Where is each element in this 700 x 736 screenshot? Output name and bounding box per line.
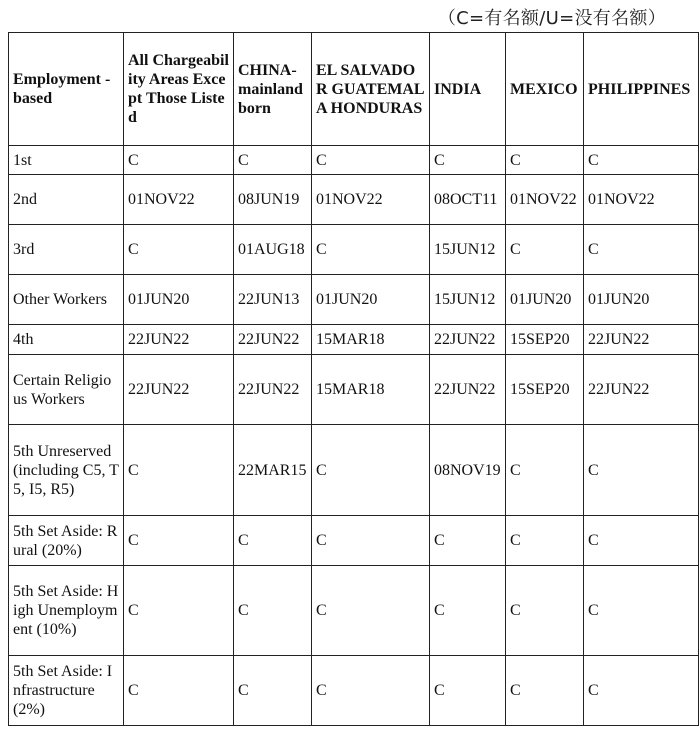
date-cell: C — [430, 566, 506, 656]
date-cell: C — [234, 566, 312, 656]
date-cell: C — [124, 425, 234, 516]
date-cell: C — [584, 225, 699, 275]
table-row — [9, 516, 699, 566]
availability-legend: （C=有名额/U=没有名额） — [437, 8, 666, 29]
date-cell: 22MAR15 — [234, 425, 312, 516]
date-cell: 01JUN20 — [584, 275, 699, 325]
category-cell: 4th — [9, 325, 124, 355]
date-cell: 22JUN22 — [584, 355, 699, 425]
date-cell: 15JUN12 — [430, 275, 506, 325]
date-cell: 22JUN22 — [430, 355, 506, 425]
date-cell: C — [506, 425, 584, 516]
date-cell: 01NOV22 — [312, 175, 430, 225]
date-cell: C — [506, 225, 584, 275]
date-cell: C — [312, 656, 430, 726]
header-china: CHINA-mainland born — [234, 33, 312, 146]
date-cell: C — [506, 516, 584, 566]
date-cell: C — [584, 566, 699, 656]
header-all-chargeability: All Chargeability Areas Except Those Listed — [124, 33, 234, 146]
date-cell: C — [506, 566, 584, 656]
date-cell: 22JUN22 — [584, 325, 699, 355]
date-cell: 01NOV22 — [124, 175, 234, 225]
category-cell: Certain Religious Workers — [9, 355, 124, 425]
date-cell: C — [506, 146, 584, 175]
date-cell: C — [584, 656, 699, 726]
category-cell: 2nd — [9, 175, 124, 225]
date-cell: C — [234, 656, 312, 726]
date-cell: C — [124, 225, 234, 275]
header-mexico: MEXICO — [506, 33, 584, 146]
category-cell: 5th Set Aside: Infrastructure (2%) — [9, 656, 124, 726]
date-cell: C — [430, 146, 506, 175]
date-cell: 15SEP20 — [506, 355, 584, 425]
category-cell: 5th Set Aside: Rural (20%) — [9, 516, 124, 566]
table-row — [9, 656, 699, 726]
date-cell: C — [234, 516, 312, 566]
date-cell: C — [124, 516, 234, 566]
date-cell: C — [124, 146, 234, 175]
table-row — [9, 275, 699, 325]
date-cell: 01JUN20 — [506, 275, 584, 325]
category-cell: 1st — [9, 146, 124, 175]
date-cell: C — [124, 566, 234, 656]
date-cell: 15MAR18 — [312, 355, 430, 425]
date-cell: 01AUG18 — [234, 225, 312, 275]
date-cell: 01NOV22 — [506, 175, 584, 225]
table-row — [9, 425, 699, 516]
table-row — [9, 146, 699, 175]
date-cell: 08OCT11 — [430, 175, 506, 225]
date-cell: 22JUN13 — [234, 275, 312, 325]
date-cell: C — [312, 425, 430, 516]
date-cell: 22JUN22 — [124, 355, 234, 425]
date-cell: C — [312, 225, 430, 275]
date-cell: 15SEP20 — [506, 325, 584, 355]
category-cell: 3rd — [9, 225, 124, 275]
category-cell: 5th Set Aside: High Unemployment (10%) — [9, 566, 124, 656]
date-cell: 22JUN22 — [124, 325, 234, 355]
date-cell: C — [124, 656, 234, 726]
table-row — [9, 225, 699, 275]
date-cell: C — [584, 146, 699, 175]
date-cell: C — [430, 656, 506, 726]
date-cell: C — [312, 516, 430, 566]
date-cell: C — [312, 146, 430, 175]
date-cell: 08NOV19 — [430, 425, 506, 516]
header-philippines: PHILIPPINES — [584, 33, 699, 146]
date-cell: 01JUN20 — [124, 275, 234, 325]
date-cell: C — [584, 425, 699, 516]
visa-bulletin-table — [8, 32, 699, 726]
date-cell: C — [584, 516, 699, 566]
header-india: INDIA — [430, 33, 506, 146]
date-cell: 22JUN22 — [430, 325, 506, 355]
date-cell: C — [312, 566, 430, 656]
table-row — [9, 566, 699, 656]
date-cell: 01NOV22 — [584, 175, 699, 225]
date-cell: C — [234, 146, 312, 175]
header-row — [9, 33, 699, 146]
date-cell: 15MAR18 — [312, 325, 430, 355]
header-el-salvador-guatemala-honduras: EL SALVADOR GUATEMALA HONDURAS — [312, 33, 430, 146]
table-row — [9, 325, 699, 355]
table-row — [9, 175, 699, 225]
date-cell: 01JUN20 — [312, 275, 430, 325]
category-cell: Other Workers — [9, 275, 124, 325]
category-cell: 5th Unreserved (including C5, T5, I5, R5) — [9, 425, 124, 516]
date-cell: 08JUN19 — [234, 175, 312, 225]
header-employment-based: Employment -based — [9, 33, 124, 146]
date-cell: 22JUN22 — [234, 325, 312, 355]
date-cell: 22JUN22 — [234, 355, 312, 425]
table-row — [9, 355, 699, 425]
date-cell: C — [506, 656, 584, 726]
date-cell: C — [430, 516, 506, 566]
date-cell: 15JUN12 — [430, 225, 506, 275]
